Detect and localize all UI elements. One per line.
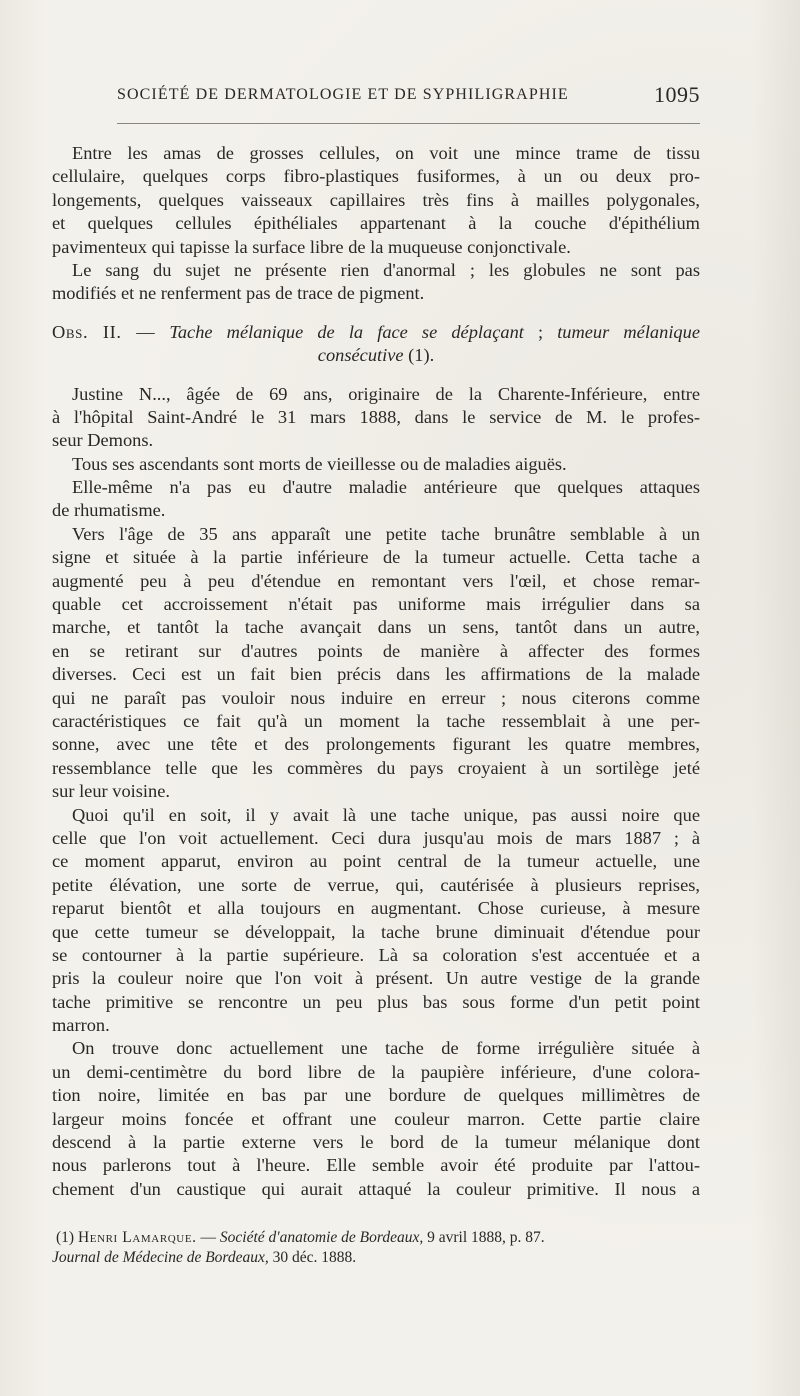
paragraph xyxy=(52,383,700,453)
text-line: sur leur voisine. xyxy=(52,781,170,802)
text-line: longements, quelques vaisseaux capillaires très fins à mailles polygonales, xyxy=(52,189,700,210)
text-line: reparut bientôt et alla toujours en augmentant. Chose curieuse, à mesure xyxy=(52,898,700,919)
paragraph xyxy=(52,142,700,259)
text-line: petite élévation, une sorte de verrue, qui, cautérisée à plusieurs reprises, xyxy=(52,874,700,895)
text-line: largeur moins foncée et offrant une couleur marron. Cette partie claire xyxy=(52,1108,700,1129)
footnote-date: 9 avril 1888, p. 87. xyxy=(423,1229,545,1246)
paragraph xyxy=(52,804,700,1038)
text-line: chement d'un caustique qui aurait attaqué la couleur primitive. Il nous a xyxy=(52,1178,700,1199)
text-line: signe et située à la partie inférieure de la tumeur actuelle. Cetta tache a xyxy=(52,547,700,568)
text-line: ce moment apparut, environ au point central de la tumeur actuelle, une xyxy=(52,851,700,872)
observation-title-line xyxy=(52,321,700,344)
text-line: Tous ses ascendants sont morts de vieillesse ou de maladies aiguës. xyxy=(72,453,567,474)
text-line: de rhumatisme. xyxy=(52,500,166,521)
text-line: et quelques cellules épithéliales appartenant à la couche d'épithélium xyxy=(52,213,700,234)
text-line: diverses. Ceci est un fait bien précis dans les affirmations de la malade xyxy=(52,664,700,685)
observation-title-part: Tache mélanique de la face se déplaçant xyxy=(169,321,524,342)
paragraph xyxy=(52,476,700,523)
text-line: modifiés et ne renferment pas de trace de pigment. xyxy=(52,283,425,304)
observation-title-line xyxy=(52,344,700,367)
text-line: marron. xyxy=(52,1015,110,1036)
footnote-line xyxy=(52,1248,700,1268)
text-line: en se retirant sur d'autres points de manière à affecter des formes xyxy=(52,640,700,661)
observation-heading xyxy=(52,321,700,368)
footnote xyxy=(52,1228,700,1269)
footnote-dash: — xyxy=(196,1229,220,1246)
text-line: Justine N..., âgée de 69 ans, originaire de la Charente-Inférieure, entre xyxy=(72,383,700,404)
text-line: descend à la partie externe vers le bord de la tumeur mélanique dont xyxy=(52,1132,700,1153)
observation-title-separator: ; xyxy=(523,321,558,342)
text-line: tache primitive se rencontre un peu plus bas sous forme d'un petit point xyxy=(52,991,700,1012)
text-line: caractéristiques ce fait qu'à un moment la tache ressemblait à une per- xyxy=(52,710,700,731)
text-line: qui ne paraît pas vouloir nous induire en erreur ; nous citerons comme xyxy=(52,687,700,708)
text-line: que cette tumeur se développait, la tache brune diminuait d'étendue pour xyxy=(52,921,700,942)
observation-title-part: tumeur mélanique xyxy=(557,321,700,342)
text-line: se contourner à la partie supérieure. Là sa coloration s'est accentuée et a xyxy=(52,944,700,965)
running-head-title: SOCIÉTÉ DE DERMATOLOGIE ET DE SYPHILIGRAPHIE xyxy=(117,86,569,103)
text-line: Le sang du sujet ne présente rien d'anormal ; les globules ne sont pas xyxy=(72,259,700,280)
paragraph xyxy=(52,1037,700,1201)
paragraph xyxy=(52,523,700,804)
text-line: Vers l'âge de 35 ans apparaît une petite tache brunâtre semblable à un xyxy=(72,523,700,544)
text-line: celle que l'on voit actuellement. Ceci dura jusqu'au mois de mars 1887 ; à xyxy=(52,827,700,848)
footnote-reference: (1). xyxy=(403,345,435,366)
footnote-marker: (1) xyxy=(56,1229,75,1246)
observation-label: Obs. II. — xyxy=(52,321,156,342)
body-text xyxy=(52,142,700,1201)
header-rule xyxy=(117,123,700,124)
spacer xyxy=(52,306,700,321)
text-line: marche, et tantôt la tache avançait dans un sens, tantôt dans un autre, xyxy=(52,617,700,638)
page-number: 1095 xyxy=(654,82,700,107)
footnote-author: Henri Lamarque. xyxy=(77,1229,197,1246)
text-line: ressemblance telle que les commères du pays croyaient à un sortilège jeté xyxy=(52,757,700,778)
text-line: Elle-même n'a pas eu d'autre maladie antérieure que quelques attaques xyxy=(72,477,700,498)
paragraph xyxy=(52,259,700,306)
text-line: pris la couleur noire que l'on voit à présent. Un autre vestige de la grande xyxy=(52,968,700,989)
footnote-date: 30 déc. 1888. xyxy=(268,1249,357,1267)
text-line: augmenté peu à peu d'étendue en remontant vers l'œil, et chose remar- xyxy=(52,570,700,591)
observation-title-part: consécutive xyxy=(317,345,404,366)
text-line: quable cet accroissement n'était pas uniforme mais irrégulier dans sa xyxy=(52,594,700,615)
text-line: pavimenteux qui tapisse la surface libre de la muqueuse conjonctivale. xyxy=(52,236,571,257)
text-line: nous parlerons tout à l'heure. Elle semble avoir été produite par l'attou- xyxy=(52,1155,700,1176)
text-line: seur Demons. xyxy=(52,430,154,451)
footnote-source: Journal de Médecine de Bordeaux, xyxy=(52,1249,269,1267)
footnote-source: Société d'anatomie de Bordeaux, xyxy=(219,1229,424,1246)
text-line: sonne, avec une tête et des prolongements figurant les quatre membres, xyxy=(52,734,700,755)
text-line: un demi-centimètre du bord libre de la paupière inférieure, d'une colora- xyxy=(52,1061,700,1082)
spacer xyxy=(52,368,700,383)
text-line: Quoi qu'il en soit, il y avait là une tache unique, pas aussi noire que xyxy=(72,804,700,825)
text-line: tion noire, limitée en bas par une bordure de quelques millimètres de xyxy=(52,1085,700,1106)
text-line: à l'hôpital Saint-André le 31 mars 1888, dans le service de M. le profes- xyxy=(52,406,700,427)
footnote-line xyxy=(52,1228,700,1248)
text-line: cellulaire, quelques corps fibro-plastiques fusiformes, à un ou deux pro- xyxy=(52,166,700,187)
paragraph xyxy=(52,453,700,476)
text-line: Entre les amas de grosses cellules, on voit une mince trame de tissu xyxy=(72,143,700,163)
text-line: On trouve donc actuellement une tache de forme irrégulière située à xyxy=(72,1038,700,1059)
running-header xyxy=(117,82,700,116)
